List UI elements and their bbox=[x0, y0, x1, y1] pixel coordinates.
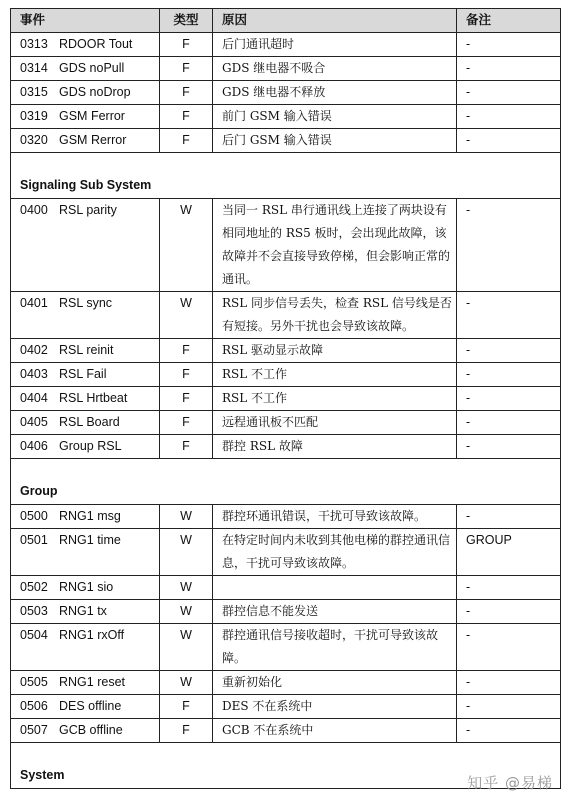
event-name: GCB offline bbox=[59, 723, 123, 737]
type-cell: F bbox=[160, 387, 213, 411]
event-code: 0505 bbox=[20, 675, 48, 689]
type-cell: F bbox=[160, 719, 213, 743]
type-cell: F bbox=[160, 435, 213, 459]
event-cell bbox=[11, 411, 160, 435]
event-name: Group RSL bbox=[59, 439, 122, 453]
remark-cell: - bbox=[457, 129, 561, 153]
cause-cell: 后门通讯超时 bbox=[213, 33, 457, 57]
table-row bbox=[11, 33, 561, 57]
cause-cell: 群控 RSL 故障 bbox=[213, 435, 457, 459]
type-cell: F bbox=[160, 33, 213, 57]
cause-cell: 远程通讯板不匹配 bbox=[213, 411, 457, 435]
event-name: RNG1 msg bbox=[59, 509, 121, 523]
table-row bbox=[11, 411, 561, 435]
event-name: RSL Hrtbeat bbox=[59, 391, 128, 405]
event-name: GDS noDrop bbox=[59, 85, 131, 99]
event-cell bbox=[11, 81, 160, 105]
event-cell bbox=[11, 671, 160, 695]
event-name: RSL Board bbox=[59, 415, 120, 429]
type-cell: F bbox=[160, 695, 213, 719]
type-cell: F bbox=[160, 411, 213, 435]
event-name: GSM Rerror bbox=[59, 133, 127, 147]
event-code: 0401 bbox=[20, 296, 48, 310]
event-code: 0314 bbox=[20, 61, 48, 75]
section-heading-row bbox=[11, 153, 561, 199]
section-heading-row bbox=[11, 459, 561, 505]
event-cell bbox=[11, 529, 160, 576]
type-cell: F bbox=[160, 339, 213, 363]
type-cell: F bbox=[160, 363, 213, 387]
cause-cell: 重新初始化 bbox=[213, 671, 457, 695]
event-cell bbox=[11, 129, 160, 153]
cause-cell: GDS 继电器不吸合 bbox=[213, 57, 457, 81]
type-cell: F bbox=[160, 105, 213, 129]
remark-cell: - bbox=[457, 387, 561, 411]
type-cell: W bbox=[160, 671, 213, 695]
event-code: 0507 bbox=[20, 723, 48, 737]
section-title: Signaling Sub System bbox=[11, 153, 561, 199]
event-cell bbox=[11, 339, 160, 363]
remark-cell: - bbox=[457, 199, 561, 292]
header-remark: 备注 bbox=[457, 9, 561, 33]
error-code-table bbox=[10, 8, 561, 789]
event-code: 0404 bbox=[20, 391, 48, 405]
remark-cell: - bbox=[457, 505, 561, 529]
table-row bbox=[11, 695, 561, 719]
type-cell: W bbox=[160, 505, 213, 529]
table-row bbox=[11, 671, 561, 695]
header-event: 事件 bbox=[11, 9, 160, 33]
table-row bbox=[11, 600, 561, 624]
event-name: RNG1 reset bbox=[59, 675, 125, 689]
event-code: 0313 bbox=[20, 37, 48, 51]
header-type: 类型 bbox=[160, 9, 213, 33]
event-cell bbox=[11, 435, 160, 459]
cause-cell: 群控环通讯错误，干扰可导致该故障。 bbox=[213, 505, 457, 529]
remark-cell: GROUP bbox=[457, 529, 561, 576]
type-cell: W bbox=[160, 576, 213, 600]
section-title: Group bbox=[11, 459, 561, 505]
event-cell bbox=[11, 292, 160, 339]
cause-cell: 在特定时间内未收到其他电梯的群控通讯信息，干扰可导致该故障。 bbox=[213, 529, 457, 576]
event-name: RSL Fail bbox=[59, 367, 107, 381]
table-row bbox=[11, 105, 561, 129]
event-code: 0506 bbox=[20, 699, 48, 713]
cause-cell: GDS 继电器不释放 bbox=[213, 81, 457, 105]
event-cell bbox=[11, 387, 160, 411]
event-name: RSL parity bbox=[59, 203, 117, 217]
event-name: GDS noPull bbox=[59, 61, 125, 75]
event-code: 0403 bbox=[20, 367, 48, 381]
cause-cell: DES 不在系统中 bbox=[213, 695, 457, 719]
event-code: 0501 bbox=[20, 533, 48, 547]
watermark: 知乎 @易梯 bbox=[467, 774, 553, 792]
remark-cell: - bbox=[457, 33, 561, 57]
table-row bbox=[11, 81, 561, 105]
table-body bbox=[11, 33, 561, 789]
table-row bbox=[11, 719, 561, 743]
event-code: 0502 bbox=[20, 580, 48, 594]
type-cell: W bbox=[160, 600, 213, 624]
event-name: RNG1 rxOff bbox=[59, 628, 125, 642]
table-row bbox=[11, 129, 561, 153]
remark-cell: - bbox=[457, 435, 561, 459]
event-cell bbox=[11, 600, 160, 624]
type-cell: F bbox=[160, 81, 213, 105]
cause-cell: RSL 驱动显示故障 bbox=[213, 339, 457, 363]
table-row bbox=[11, 624, 561, 671]
cause-cell bbox=[213, 576, 457, 600]
event-code: 0406 bbox=[20, 439, 48, 453]
event-cell bbox=[11, 695, 160, 719]
event-cell bbox=[11, 105, 160, 129]
event-cell bbox=[11, 363, 160, 387]
cause-cell: RSL 不工作 bbox=[213, 387, 457, 411]
remark-cell: - bbox=[457, 624, 561, 671]
event-cell bbox=[11, 576, 160, 600]
event-code: 0402 bbox=[20, 343, 48, 357]
cause-cell: 群控信息不能发送 bbox=[213, 600, 457, 624]
table-row bbox=[11, 505, 561, 529]
event-cell bbox=[11, 719, 160, 743]
cause-cell: 当同一 RSL 串行通讯线上连接了两块设有相同地址的 RS5 板时，会出现此故障，该故障并不会直接导致停梯，但会影响正常的通讯。 bbox=[213, 199, 457, 292]
remark-cell: - bbox=[457, 339, 561, 363]
remark-cell: - bbox=[457, 695, 561, 719]
section-title: System bbox=[11, 743, 561, 789]
remark-cell: - bbox=[457, 719, 561, 743]
table-row bbox=[11, 339, 561, 363]
type-cell: F bbox=[160, 129, 213, 153]
type-cell: W bbox=[160, 199, 213, 292]
table-row bbox=[11, 576, 561, 600]
table-row bbox=[11, 435, 561, 459]
header-cause: 原因 bbox=[213, 9, 457, 33]
remark-cell: - bbox=[457, 81, 561, 105]
event-name: DES offline bbox=[59, 699, 122, 713]
remark-cell: - bbox=[457, 105, 561, 129]
event-code: 0500 bbox=[20, 509, 48, 523]
remark-cell: - bbox=[457, 57, 561, 81]
event-code: 0319 bbox=[20, 109, 48, 123]
remark-cell: - bbox=[457, 600, 561, 624]
remark-cell: - bbox=[457, 671, 561, 695]
table-row bbox=[11, 57, 561, 81]
event-cell bbox=[11, 505, 160, 529]
event-name: RNG1 time bbox=[59, 533, 121, 547]
type-cell: F bbox=[160, 57, 213, 81]
cause-cell: RSL 不工作 bbox=[213, 363, 457, 387]
event-code: 0504 bbox=[20, 628, 48, 642]
remark-cell: - bbox=[457, 411, 561, 435]
table-header-row bbox=[11, 9, 561, 33]
type-cell: W bbox=[160, 292, 213, 339]
event-name: RSL sync bbox=[59, 296, 113, 310]
event-name: RNG1 tx bbox=[59, 604, 107, 618]
table-row bbox=[11, 292, 561, 339]
cause-cell: 前门 GSM 输入错误 bbox=[213, 105, 457, 129]
table-row bbox=[11, 363, 561, 387]
table-row bbox=[11, 199, 561, 292]
event-cell bbox=[11, 33, 160, 57]
event-cell bbox=[11, 199, 160, 292]
event-code: 0315 bbox=[20, 85, 48, 99]
event-cell bbox=[11, 624, 160, 671]
type-cell: W bbox=[160, 624, 213, 671]
event-code: 0400 bbox=[20, 203, 48, 217]
event-name: RDOOR Tout bbox=[59, 37, 133, 51]
type-cell: W bbox=[160, 529, 213, 576]
event-code: 0320 bbox=[20, 133, 48, 147]
cause-cell: RSL 同步信号丢失，检查 RSL 信号线是否有短接。另外干扰也会导致该故障。 bbox=[213, 292, 457, 339]
event-code: 0405 bbox=[20, 415, 48, 429]
event-name: GSM Ferror bbox=[59, 109, 125, 123]
event-cell bbox=[11, 57, 160, 81]
event-name: RNG1 sio bbox=[59, 580, 114, 594]
cause-cell: 群控通讯信号接收超时，干扰可导致该故障。 bbox=[213, 624, 457, 671]
event-name: RSL reinit bbox=[59, 343, 114, 357]
remark-cell: - bbox=[457, 576, 561, 600]
cause-cell: 后门 GSM 输入错误 bbox=[213, 129, 457, 153]
remark-cell: - bbox=[457, 292, 561, 339]
cause-cell: GCB 不在系统中 bbox=[213, 719, 457, 743]
remark-cell: - bbox=[457, 363, 561, 387]
event-code: 0503 bbox=[20, 604, 48, 618]
table-row bbox=[11, 529, 561, 576]
table-row bbox=[11, 387, 561, 411]
